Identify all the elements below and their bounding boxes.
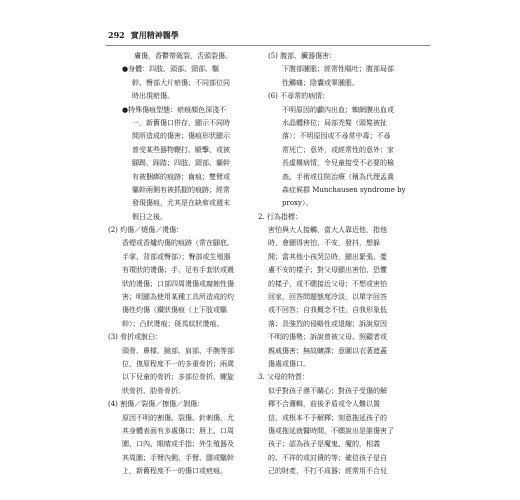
- text-line: 長虛構病情，令兒童接受不必要的檢: [282, 159, 394, 168]
- page-number: 292: [108, 30, 125, 40]
- text-line: 己的財產，不打不成器；經常用不合兒: [268, 467, 387, 476]
- text-line: 似乎對孩子漠不關心；對孩子受傷的解: [268, 386, 387, 395]
- text-line: 釋不合邏輯，前後矛盾或令人難以置: [268, 400, 380, 409]
- text-line: 開；當其他小孩哭泣時，顯出緊張、憂: [268, 252, 387, 261]
- text-line: 幹）；凸狀燙痕；斑馬紋狀燙痕。: [122, 319, 224, 328]
- text-line: 信，或根本不予解釋；刻意拖延孩子的: [268, 413, 387, 422]
- text-line: 傷處或傷口。: [268, 359, 310, 368]
- text-line: 原因不明的割傷、裂傷、針刺傷，尤: [122, 413, 234, 422]
- text-line: 害；明顯為使用某種工具所造成的灼: [122, 293, 234, 302]
- text-line: (6) 不尋常的病情：: [268, 92, 330, 101]
- text-line: 曾受某些器物鞭打、毆擊，或被: [132, 145, 230, 154]
- text-line: 頭骨、鼻樑、臉部、肩部、手腕等部: [122, 346, 234, 355]
- text-line: 不明原因的顱內出血；蜘網膜出血或: [282, 105, 394, 114]
- left-column: [108, 50, 266, 479]
- text-line: 落；具強烈的侵略性或退縮；訴說原因: [268, 319, 387, 328]
- text-line: 位，復原程度不一的多重骨折；兩歲: [122, 359, 234, 368]
- text-line: 不明的傷勢；訴說曾被父母、照顧者或: [268, 333, 387, 342]
- text-line: proxy）。: [282, 199, 313, 208]
- text-line: 傷或拖延就醫時間，不願說出是誰傷害了: [268, 426, 394, 435]
- text-line: 膚傷，香鬱帶破裂，舌頭裂傷。: [134, 52, 232, 60]
- text-line: 害怕與大人接觸，當大人靠近他，指他: [268, 226, 387, 235]
- text-line: 假日之後。: [132, 212, 167, 221]
- text-line: 圍、口內、眼睛或手指；外生殖器及: [122, 440, 234, 449]
- text-line: 軀幹兩側有被抓握的痕跡；經常: [132, 185, 230, 194]
- text-line: 時出現瘀傷。: [132, 92, 174, 101]
- text-line: 親戚傷害；無故曠課；意圖以衣著遮蓋: [268, 346, 387, 355]
- text-line: (5) 腹部、臟器傷害：: [268, 52, 337, 60]
- text-line: 傷性灼傷（鐵狀傷痕（上下肢或驅: [122, 306, 227, 315]
- text-line: 水晶體移位；局部禿髮（頭髮被扯: [282, 118, 387, 127]
- text-line: 時，會顯得害怕、不安，發抖，想躲: [268, 239, 380, 248]
- text-line: 其周圍；手臂內側、手臂、腿或驅幹: [122, 453, 234, 462]
- text-line: (3) 骨折或脫臼：: [108, 333, 163, 342]
- text-line: 腳踢、踩踏；四肢、頸部、軀幹: [132, 159, 230, 168]
- text-line: 回家，回答問題態度冷淡，以單字回答: [268, 293, 387, 302]
- text-line: 有環狀的燙傷；手、足有手套狀或襪: [122, 266, 234, 275]
- text-line: 性觸痛；陰囊或睪腫脹。: [282, 78, 359, 87]
- text-line: 下腹部腫脹；經常性嘔吐；腹部局部: [282, 65, 394, 74]
- text-line: (2) 灼傷／燒傷／燙傷：: [108, 226, 184, 235]
- text-line: 慮不安的樣子；對父母顯出害怕、恐懼: [268, 266, 387, 275]
- text-line: 的、不祥的或討債的等；確信孩子是自: [268, 453, 387, 462]
- text-line: 查、手術或住院治療（稱為代理孟喬: [282, 172, 394, 181]
- text-line: 發現傷痕，尤其是在缺席或週末: [132, 199, 230, 208]
- text-line: 狀骨折、肋骨骨折。: [122, 386, 185, 395]
- text-line: 有被捆綁的痕跡；齒痕；雙臂或: [132, 172, 230, 181]
- book-title: 實用精神醫學: [130, 31, 179, 40]
- text-line: 幹、臀部大片瘀傷；不同部位同: [132, 78, 230, 87]
- text-line: 狀的燙傷；口部四周燙傷或腐蝕性傷: [122, 279, 234, 288]
- text-line: 上，新舊程度不一的傷口或疤痕。: [122, 467, 227, 476]
- text-line: 落）；不明原因或不尋常中毒；不尋: [282, 132, 391, 141]
- page-header: [108, 30, 179, 44]
- text-line: (4) 割傷／裂傷／擦傷／剝傷：: [108, 400, 205, 409]
- text-line: 的樣子，或不願接近父母；不想或害怕: [268, 279, 387, 288]
- right-column: [258, 50, 428, 479]
- text-line: 一，新舊傷口併存，顯示不同時: [132, 118, 230, 127]
- text-line: 香煙或香爐灼傷的痕跡（常在腳底、: [122, 239, 234, 248]
- text-line: 森症候群 Munchausen syndrome by: [282, 185, 406, 194]
- text-line: 手掌、背部或臀部）；臀部或生殖器: [122, 252, 231, 261]
- text-line: 3. 父母的特質：: [258, 373, 309, 382]
- text-line: 或不回答；自我概念不佳，自我形象低: [268, 306, 387, 315]
- text-line: 其身體表面有多處傷口；唇上、口周: [122, 426, 234, 435]
- text-line: 間所造成的傷害；傷痕形狀顯示: [132, 132, 230, 141]
- text-line: 孩子；認為孩子是魔鬼、魔的，相義: [268, 440, 380, 449]
- text-line: 常死亡；意外，或經常性的意外；家: [282, 145, 394, 154]
- header-rule: [106, 45, 430, 46]
- text-line: ●身體：四肢、頭部、頸部、驅: [122, 65, 220, 74]
- text-line: ●特殊傷痕型態：瘀痕顏色深淺不: [122, 105, 227, 114]
- text-line: 2. 行為指標：: [258, 212, 302, 221]
- text-line: 以下兒童的骨折；多部位骨折、螺旋: [122, 373, 234, 382]
